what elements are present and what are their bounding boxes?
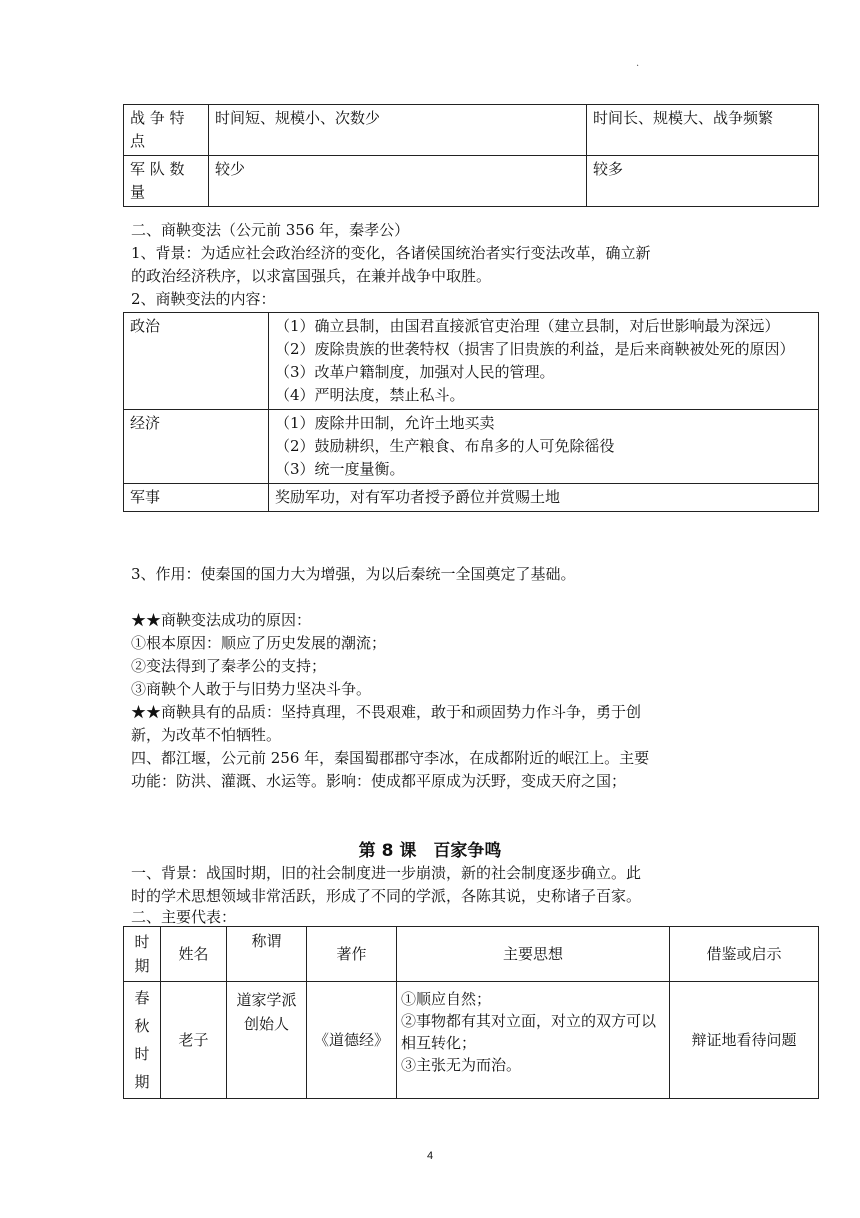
table-row bbox=[124, 982, 819, 1099]
reason-item: ①根本原因：顺应了历史发展的潮流； bbox=[131, 634, 387, 652]
name-cell: 老子 bbox=[161, 982, 227, 1099]
paragraph-line: 2、商鞅变法的内容： bbox=[131, 290, 276, 308]
table-row bbox=[124, 156, 819, 207]
paragraph-line: 一、背景：战国时期，旧的社会制度进一步崩溃，新的社会制度逐步确立。此 bbox=[131, 864, 642, 882]
idea-item: ②事物都有其对立面，对立的双方可以相互转化； bbox=[401, 1012, 657, 1052]
header-ideas: 主要思想 bbox=[397, 927, 670, 982]
header-dot: . bbox=[636, 58, 640, 69]
paragraph-line: ★★商鞅具有的品质：坚持真理，不畏艰难，敢于和顽固势力作斗争，勇于创 bbox=[131, 703, 642, 721]
table-row bbox=[124, 484, 819, 512]
list-item: （3）改革户籍制度，加强对人民的管理。 bbox=[275, 363, 555, 381]
table-cell: 时间短、规模小、次数少 bbox=[209, 105, 587, 156]
row-label: 经济 bbox=[124, 410, 269, 484]
table-row bbox=[124, 410, 819, 484]
reason-item: ③商鞅个人敢于与旧势力坚决斗争。 bbox=[131, 680, 372, 698]
period-cell: 春秋时期 bbox=[124, 982, 161, 1099]
list-item: （1）废除井田制，允许土地买卖 bbox=[275, 414, 495, 432]
list-item: （4）严明法度，禁止私斗。 bbox=[275, 386, 465, 404]
list-item: （2）鼓励耕织，生产粮食、布帛多的人可免除徭役 bbox=[275, 437, 615, 455]
page-number: 4 bbox=[426, 1150, 434, 1162]
paragraph-line: 新，为改革不怕牺牲。 bbox=[131, 726, 282, 744]
paragraph-line: 1、背景：为适应社会政治经济的变化，各诸侯国统治者实行变法改革，确立新 bbox=[131, 244, 651, 262]
table-cell bbox=[269, 410, 819, 484]
table-header-row bbox=[124, 927, 819, 982]
row-label: 战 争 特 点 bbox=[124, 105, 209, 156]
section-heading: 二、商鞅变法（公元前 356 年，秦孝公） bbox=[131, 221, 410, 239]
table-cell bbox=[269, 484, 819, 512]
schools-table bbox=[123, 926, 819, 1099]
paragraph-line: 功能：防洪、灌溉、水运等。影响：使成都平原成为沃野，变成天府之国； bbox=[131, 772, 627, 790]
header-lesson: 借鉴或启示 bbox=[670, 927, 819, 982]
table-cell: 时间长、规模大、战争频繁 bbox=[587, 105, 819, 156]
header-title: 称谓 bbox=[227, 927, 307, 982]
list-item: （2）废除贵族的世袭特权（损害了旧贵族的利益，是后来商鞅被处死的原因） bbox=[275, 340, 795, 358]
title-cell: 道家学派创始人 bbox=[227, 982, 307, 1099]
war-comparison-table bbox=[123, 104, 819, 207]
row-label: 政治 bbox=[124, 313, 269, 410]
reasons-heading: ★★商鞅变法成功的原因： bbox=[131, 611, 312, 629]
table-cell: 较少 bbox=[209, 156, 587, 207]
reform-content-table bbox=[123, 312, 819, 512]
lesson-cell: 辩证地看待问题 bbox=[670, 982, 819, 1099]
effect-line: 3、作用：使秦国的国力大为增强，为以后秦统一全国奠定了基础。 bbox=[131, 565, 576, 583]
paragraph-line: 时的学术思想领域非常活跃，形成了不同的学派，各陈其说，史称诸子百家。 bbox=[131, 887, 642, 905]
idea-item: ③主张无为而治。 bbox=[401, 1056, 522, 1074]
list-item: 奖励军功，对有军功者授予爵位并赏赐土地 bbox=[275, 488, 561, 506]
paragraph-line: 的政治经济秩序，以求富国强兵，在兼并战争中取胜。 bbox=[131, 267, 492, 285]
works-cell: 《道德经》 bbox=[307, 982, 397, 1099]
header-name: 姓名 bbox=[161, 927, 227, 982]
paragraph-line: 四、都江堰，公元前 256 年，秦国蜀郡郡守李冰，在成都附近的岷江上。主要 bbox=[131, 749, 650, 767]
header-works: 著作 bbox=[307, 927, 397, 982]
row-label: 军 队 数 量 bbox=[124, 156, 209, 207]
idea-item: ①顺应自然； bbox=[401, 990, 492, 1008]
ideas-cell bbox=[397, 982, 670, 1099]
table-cell bbox=[269, 313, 819, 410]
header-period: 时期 bbox=[124, 927, 161, 982]
list-item: （1）确立县制，由国君直接派官吏治理（建立县制，对后世影响最为深远） bbox=[275, 317, 780, 335]
row-label: 军事 bbox=[124, 484, 269, 512]
table-row bbox=[124, 313, 819, 410]
paragraph-line: 二、主要代表： bbox=[131, 908, 237, 926]
reason-item: ②变法得到了秦孝公的支持； bbox=[131, 657, 327, 675]
lesson-title: 第 8 课 百家争鸣 bbox=[358, 841, 502, 861]
table-cell: 较多 bbox=[587, 156, 819, 207]
list-item: （3）统一度量衡。 bbox=[275, 460, 405, 478]
table-row bbox=[124, 105, 819, 156]
